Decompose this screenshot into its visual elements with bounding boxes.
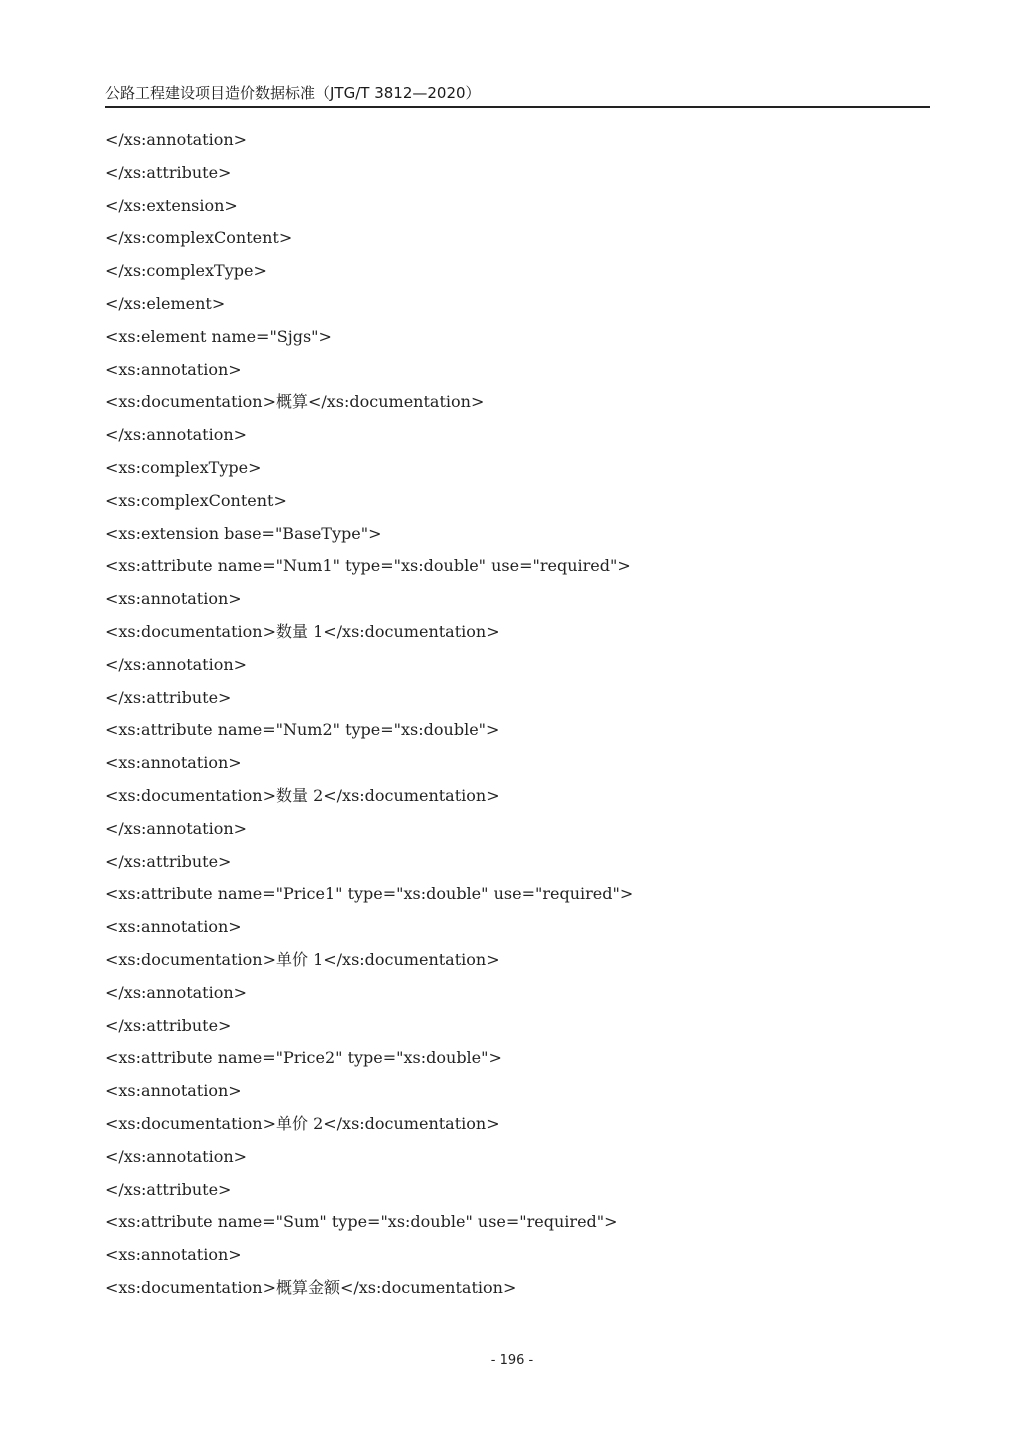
code-line: </xs:annotation> (105, 425, 248, 445)
code-line: </xs:attribute> (105, 162, 232, 182)
code-line: <xs:attribute name="Num1" type="xs:double" use="required"> (105, 556, 631, 576)
code-line: <xs:documentation>数量 1</xs:documentation> (105, 621, 500, 641)
code-line: </xs:element> (105, 293, 226, 313)
code-line: </xs:attribute> (105, 687, 232, 707)
code-line: <xs:documentation>概算金额</xs:documentation> (105, 1277, 517, 1297)
code-line: <xs:documentation>单价 2</xs:documentation> (105, 1113, 500, 1133)
code-line: </xs:annotation> (105, 982, 248, 1002)
page-header (105, 84, 930, 108)
code-line: <xs:annotation> (105, 1245, 242, 1265)
code-line: </xs:complexType> (105, 261, 267, 281)
code-line: </xs:annotation> (105, 654, 248, 674)
code-line: <xs:documentation>概算</xs:documentation> (105, 392, 485, 412)
page-number: - 196 - (490, 1353, 534, 1368)
code-line: </xs:attribute> (105, 1179, 232, 1199)
code-line: </xs:attribute> (105, 851, 232, 871)
document-title: 公路工程建设项目造价数据标准（JTG/T 3812—2020） (105, 84, 481, 102)
code-line: <xs:attribute name="Price1" type="xs:double" use="required"> (105, 884, 634, 904)
code-line: <xs:extension base="BaseType"> (105, 523, 382, 543)
code-line: <xs:element name="Sjgs"> (105, 326, 332, 346)
code-line: <xs:annotation> (105, 589, 242, 609)
code-line: <xs:attribute name="Price2" type="xs:double"> (105, 1048, 502, 1068)
code-line: <xs:annotation> (105, 917, 242, 937)
xml-schema-listing (105, 124, 930, 1305)
code-line: </xs:annotation> (105, 818, 248, 838)
code-line: <xs:attribute name="Num2" type="xs:double"> (105, 720, 500, 740)
code-line: </xs:complexContent> (105, 228, 293, 248)
code-line: <xs:annotation> (105, 359, 242, 379)
code-line: </xs:attribute> (105, 1015, 232, 1035)
code-line: <xs:attribute name="Sum" type="xs:double" use="required"> (105, 1212, 618, 1232)
code-line: <xs:documentation>单价 1</xs:documentation> (105, 949, 500, 969)
code-line: <xs:documentation>数量 2</xs:documentation> (105, 785, 500, 805)
code-line: <xs:complexType> (105, 457, 262, 477)
code-line: </xs:annotation> (105, 1146, 248, 1166)
code-line: <xs:annotation> (105, 753, 242, 773)
code-line: <xs:complexContent> (105, 490, 287, 510)
code-line: </xs:extension> (105, 195, 238, 215)
code-line: <xs:annotation> (105, 1081, 242, 1101)
code-line: </xs:annotation> (105, 130, 248, 149)
